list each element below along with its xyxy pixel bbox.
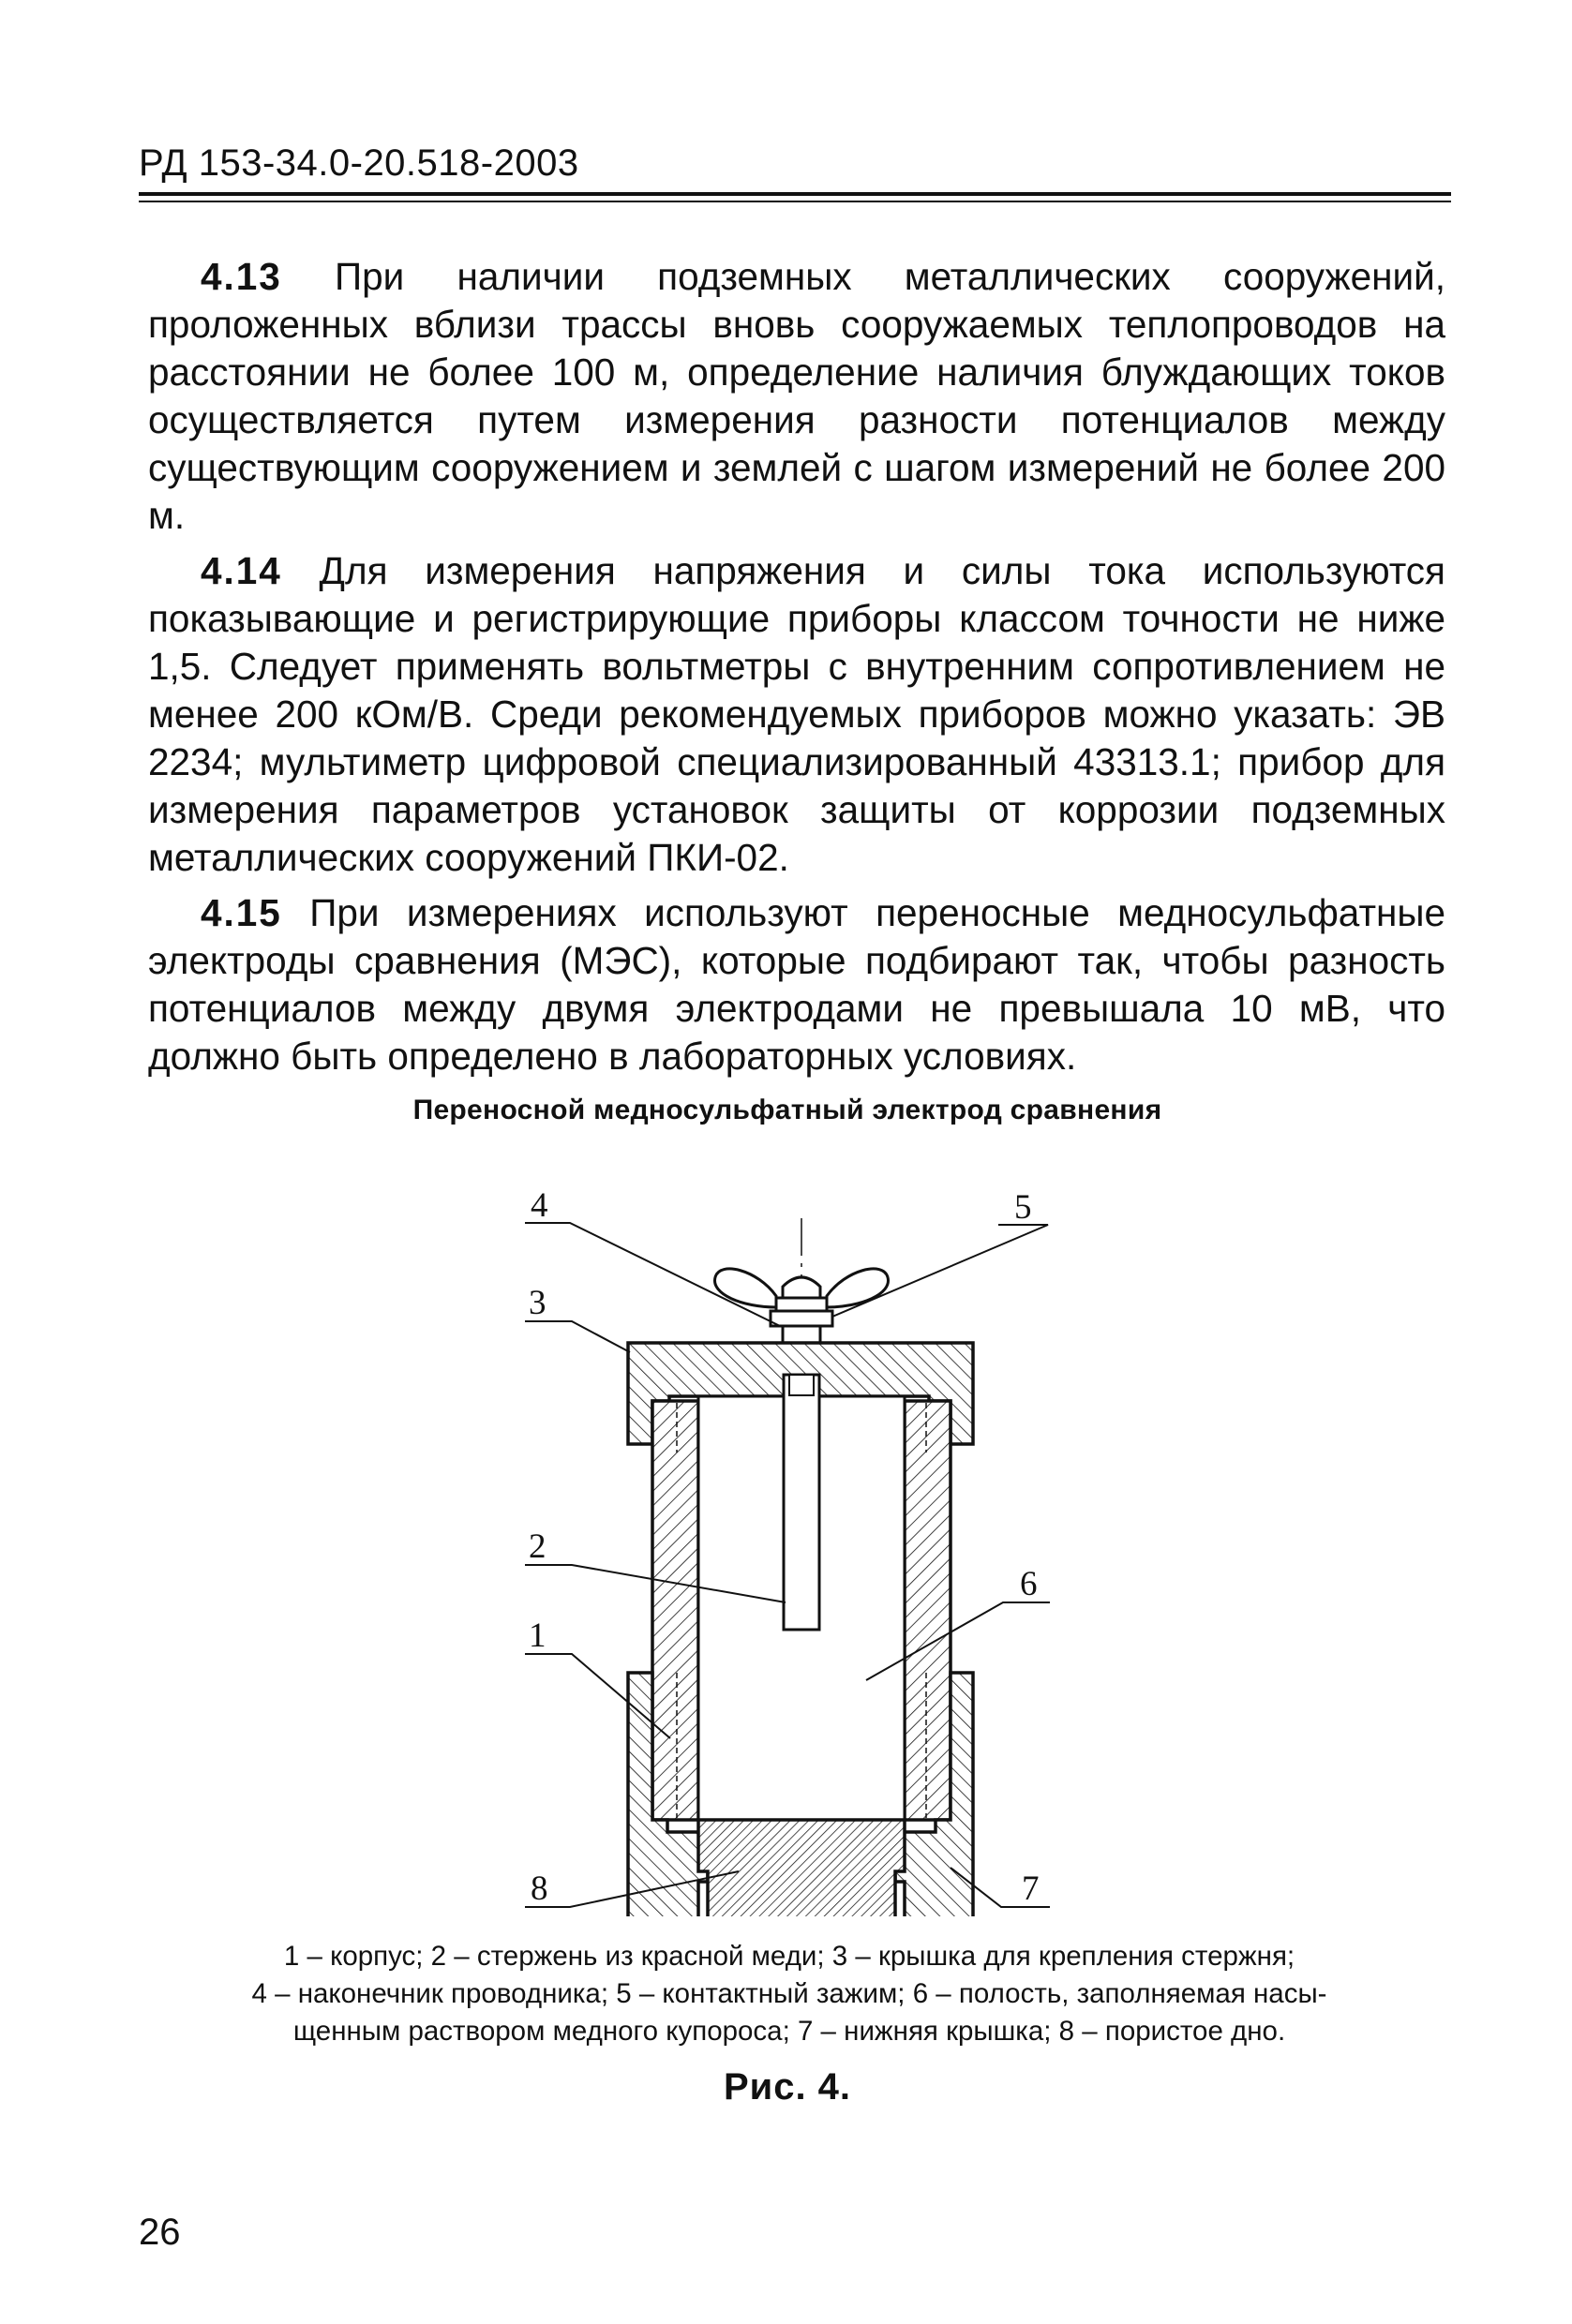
callout-6: 6 xyxy=(1020,1565,1038,1603)
paragraph-text: Для измерения напряжения и силы тока используются показывающие и регистрирующие приборы классом точности не ниже 1,5. Следует применять вольтметры с внутренним сопротивлением не менее 200 кОм/В. Среди рекомендуемых приборов можно указать: ЭВ 2234; мультиметр цифровой специализированный 43313.1; прибор для измерения параметров установок защиты от коррозии подземных металлических сооружений ПКИ-02. xyxy=(148,549,1445,879)
body-text xyxy=(148,253,1445,1088)
paragraph-number: 4.13 xyxy=(201,255,282,298)
leader-3 xyxy=(525,1321,630,1352)
figure-title: Переносной медносульфатный электрод сравнения xyxy=(412,1095,1162,1125)
porous-bottom xyxy=(698,1820,905,1916)
callout-8: 8 xyxy=(531,1870,548,1908)
figure-label: Рис. 4. xyxy=(723,2066,852,2108)
paragraph-number: 4.15 xyxy=(201,891,282,934)
caption-line: щенным раствором медного купороса; 7 – нижняя крышка; 8 – пористое дно. xyxy=(292,2016,1286,2047)
paragraph-4-14 xyxy=(148,547,1445,882)
paragraph-text: При измерениях используют переносные медносульфатные электроды сравнения (МЭС), которые подбирают так, чтобы разность потенциалов между двумя электродами не превышала 10 мВ, что должно быть определено в лабораторных условиях. xyxy=(148,891,1445,1078)
figure-caption xyxy=(141,1938,1438,2050)
callout-7: 7 xyxy=(1022,1870,1040,1908)
paragraph-4-15 xyxy=(148,889,1445,1080)
housing-right-wall xyxy=(905,1401,951,1820)
callout-3: 3 xyxy=(529,1284,546,1322)
document-number-header: РД 153-34.0-20.518-2003 xyxy=(139,142,579,184)
copper-rod xyxy=(784,1375,819,1630)
contact-clamp xyxy=(715,1269,889,1326)
electrode-drawing xyxy=(525,1167,1087,1916)
caption-line: 1 – корпус; 2 – стержень из красной меди; 3 – крышка для крепления стержня; xyxy=(283,1941,1295,1972)
header-rule xyxy=(139,192,1451,196)
page-number: 26 xyxy=(139,2212,181,2253)
header-rule-thin xyxy=(139,201,1451,202)
callout-2: 2 xyxy=(529,1527,546,1566)
paragraph-4-13 xyxy=(148,253,1445,540)
callout-1: 1 xyxy=(529,1616,546,1655)
conductor-tip xyxy=(783,1326,820,1343)
paragraph-text: При наличии подземных металлических сооружений, проложенных вблизи трассы вновь сооружаемых теплопроводов на расстоянии не более 100 м, определение наличия блуждающих токов осуществляется путем измерения разности потенциалов между существующим сооружением и землей с шагом измерений не более 200 м. xyxy=(148,255,1445,537)
callout-5: 5 xyxy=(1014,1188,1032,1227)
housing-left-wall xyxy=(652,1401,698,1820)
paragraph-number: 4.14 xyxy=(201,549,282,592)
caption-line: 4 – наконечник проводника; 5 – контактный зажим; 6 – полость, заполняемая насы- xyxy=(251,1978,1327,2009)
callout-4: 4 xyxy=(531,1186,548,1225)
